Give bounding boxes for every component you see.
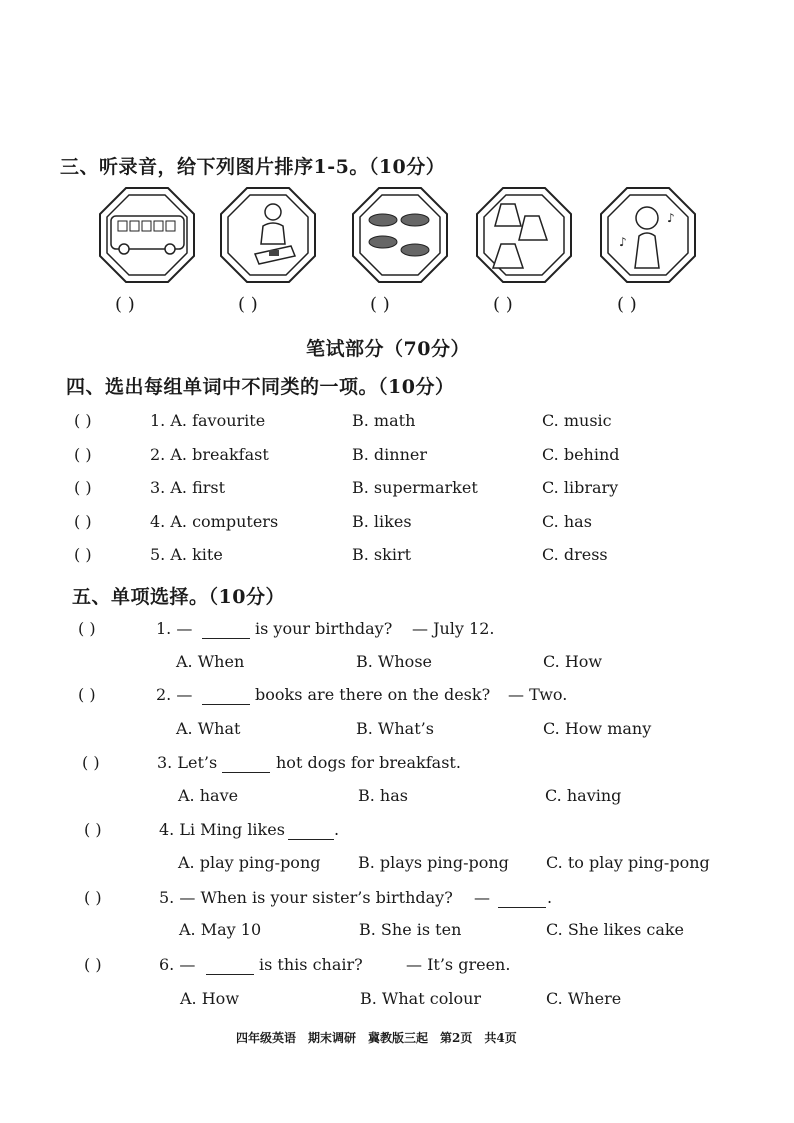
svg-text:♪: ♪ bbox=[667, 211, 675, 225]
answer-paren[interactable]: ( ) bbox=[74, 411, 92, 430]
option-a: A. May 10 bbox=[179, 920, 262, 939]
option-b: B. math bbox=[352, 411, 416, 430]
option-c: C. Where bbox=[546, 989, 622, 1008]
fill-blank[interactable] bbox=[206, 973, 254, 975]
answer-paren[interactable]: ( ) bbox=[78, 685, 96, 704]
s5-question-4 bbox=[84, 820, 784, 844]
bus-picture bbox=[98, 186, 196, 284]
answer-paren[interactable]: ( ) bbox=[74, 512, 92, 531]
answer-text: — July 12. bbox=[412, 619, 495, 638]
s4-row-1 bbox=[74, 411, 774, 435]
skirts-picture bbox=[475, 186, 573, 284]
fill-blank[interactable] bbox=[202, 637, 250, 639]
option-c: C. dress bbox=[542, 545, 608, 564]
fill-blank[interactable] bbox=[288, 838, 334, 840]
answer-paren[interactable]: ( ) bbox=[84, 888, 102, 907]
question-text: 4. A. computers bbox=[150, 512, 279, 531]
s4-row-4 bbox=[74, 512, 774, 536]
picture-answer-5[interactable]: ( ) bbox=[617, 294, 637, 315]
s5-options-3 bbox=[178, 786, 778, 810]
answer-paren[interactable]: ( ) bbox=[84, 955, 102, 974]
question-text: 3. Let’s bbox=[157, 753, 218, 772]
answer-paren[interactable]: ( ) bbox=[82, 753, 100, 772]
option-a: A. What bbox=[176, 719, 241, 738]
section3-title: 三、听录音，给下列图片排序1-5。（10分） bbox=[60, 156, 446, 178]
fill-blank[interactable] bbox=[222, 771, 270, 773]
option-a: A. How bbox=[180, 989, 240, 1008]
question-text: 2. — bbox=[156, 685, 193, 704]
option-b: B. has bbox=[358, 786, 408, 805]
option-b: B. Whose bbox=[356, 652, 432, 671]
question-text: 5. — When is your sister’s birthday? bbox=[159, 888, 453, 907]
picture-answer-3[interactable]: ( ) bbox=[370, 294, 390, 315]
answer-text: — It’s green. bbox=[406, 955, 511, 974]
s5-options-2 bbox=[176, 719, 776, 743]
question-text: 6. — bbox=[159, 955, 196, 974]
question-text-end: is this chair? bbox=[259, 955, 363, 974]
s5-question-5 bbox=[84, 888, 784, 912]
question-text: 5. A. kite bbox=[150, 545, 223, 564]
s4-row-2 bbox=[74, 445, 774, 469]
option-b: B. plays ping-pong bbox=[358, 853, 509, 872]
s4-row-3 bbox=[74, 478, 774, 502]
question-text-end: is your birthday? bbox=[255, 619, 393, 638]
boy-eating-picture bbox=[219, 186, 317, 284]
question-text: 2. A. breakfast bbox=[150, 445, 269, 464]
picture-answer-1[interactable]: ( ) bbox=[115, 294, 135, 315]
question-text: 4. Li Ming likes bbox=[159, 820, 285, 839]
s5-options-1 bbox=[176, 652, 776, 676]
option-b: B. likes bbox=[352, 512, 412, 531]
question-text: 1. A. favourite bbox=[150, 411, 266, 430]
fill-blank[interactable] bbox=[202, 703, 250, 705]
answer-paren[interactable]: ( ) bbox=[78, 619, 96, 638]
answer-text: — Two. bbox=[508, 685, 568, 704]
answer-paren[interactable]: ( ) bbox=[84, 820, 102, 839]
svg-text:♪: ♪ bbox=[619, 235, 627, 249]
s4-row-5 bbox=[74, 545, 774, 569]
option-c: C. having bbox=[545, 786, 622, 805]
section4-title: 四、选出每组单词中不同类的一项。（10分） bbox=[66, 376, 455, 398]
section5-title: 五、单项选择。（10分） bbox=[72, 586, 285, 608]
option-c: C. How bbox=[543, 652, 603, 671]
option-b: B. skirt bbox=[352, 545, 412, 564]
page-footer: 四年级英语 期末调研 冀教版三起 第2页 共4页 bbox=[236, 1031, 517, 1045]
question-text-end: . bbox=[334, 820, 340, 839]
option-c: C. to play ping-pong bbox=[546, 853, 710, 872]
picture-answer-2[interactable]: ( ) bbox=[238, 294, 258, 315]
option-b: B. supermarket bbox=[352, 478, 478, 497]
hamburgers-picture bbox=[351, 186, 449, 284]
answer-paren[interactable]: ( ) bbox=[74, 478, 92, 497]
s5-question-2 bbox=[78, 685, 778, 709]
fill-blank[interactable] bbox=[498, 906, 546, 908]
answer-end: . bbox=[547, 888, 553, 907]
option-b: B. What’s bbox=[356, 719, 434, 738]
question-text: 3. A. first bbox=[150, 478, 226, 497]
answer-paren[interactable]: ( ) bbox=[74, 545, 92, 564]
singing-girl-picture bbox=[599, 186, 697, 284]
question-text: 1. — bbox=[156, 619, 193, 638]
answer-paren[interactable]: ( ) bbox=[74, 445, 92, 464]
option-c: C. behind bbox=[542, 445, 620, 464]
s5-question-6 bbox=[84, 955, 784, 979]
answer-dash: — bbox=[474, 888, 490, 907]
option-c: C. music bbox=[542, 411, 612, 430]
option-b: B. dinner bbox=[352, 445, 428, 464]
picture-answer-4[interactable]: ( ) bbox=[493, 294, 513, 315]
question-text-end: hot dogs for breakfast. bbox=[276, 753, 461, 772]
option-a: A. When bbox=[176, 652, 245, 671]
option-c: C. library bbox=[542, 478, 619, 497]
s5-options-4 bbox=[178, 853, 778, 877]
option-c: C. has bbox=[542, 512, 592, 531]
written-part-title: 笔试部分（70分） bbox=[306, 338, 470, 360]
s5-options-5 bbox=[179, 920, 779, 944]
s5-question-3 bbox=[82, 753, 782, 777]
option-b: B. She is ten bbox=[359, 920, 462, 939]
s5-question-1 bbox=[78, 619, 778, 643]
option-c: C. How many bbox=[543, 719, 652, 738]
option-a: A. play ping-pong bbox=[178, 853, 321, 872]
option-c: C. She likes cake bbox=[546, 920, 685, 939]
s5-options-6 bbox=[180, 989, 780, 1013]
question-text-end: books are there on the desk? bbox=[255, 685, 491, 704]
option-b: B. What colour bbox=[360, 989, 482, 1008]
option-a: A. have bbox=[178, 786, 239, 805]
